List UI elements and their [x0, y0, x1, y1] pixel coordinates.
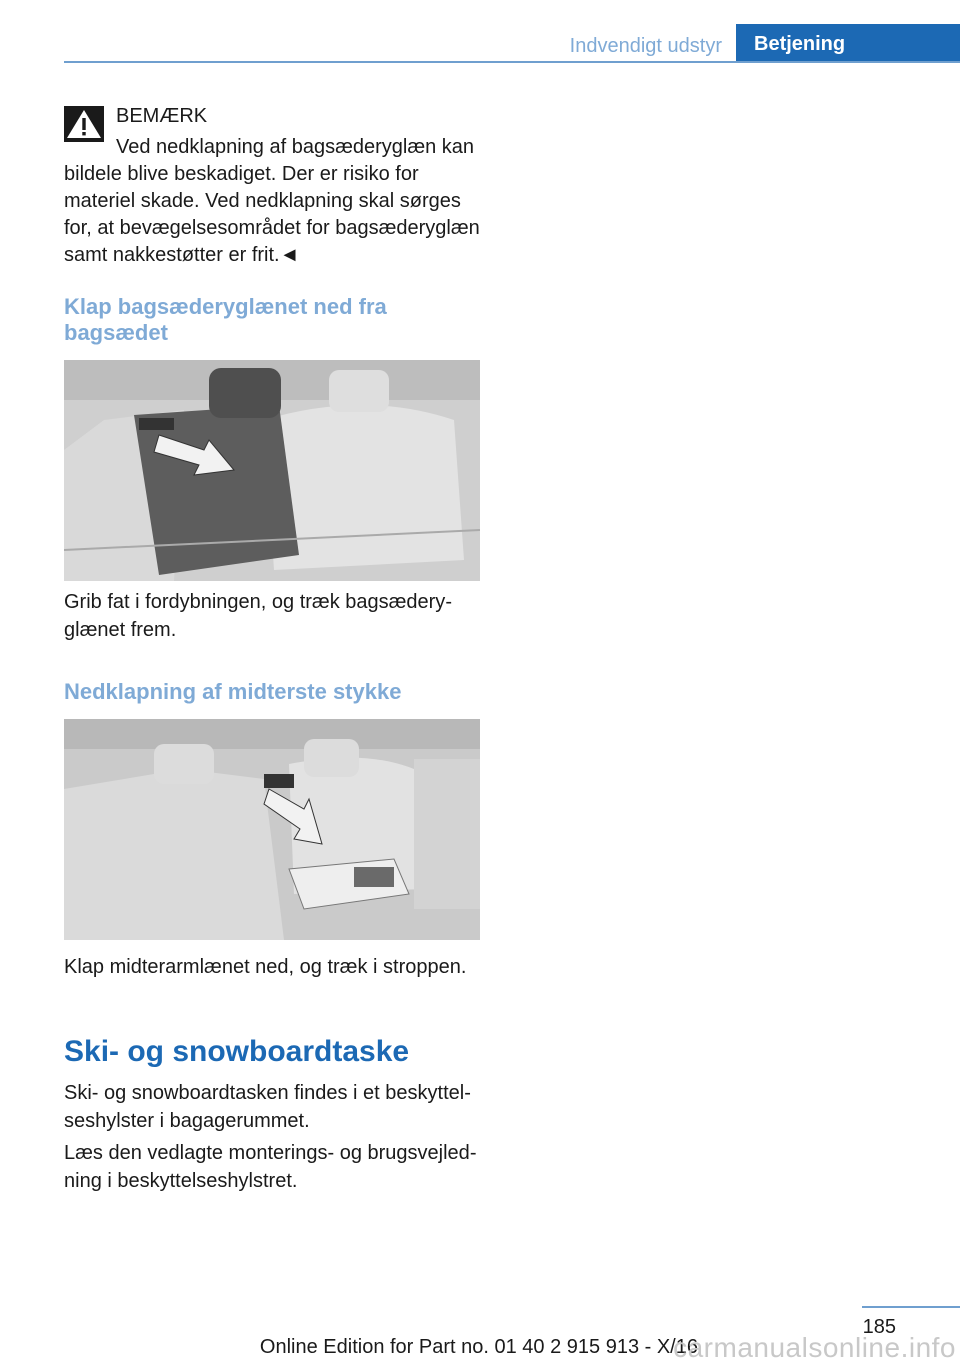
header-tab: Betjening — [736, 24, 960, 63]
figure-center-armrest — [64, 719, 480, 940]
figure-rear-seat-backrest — [64, 360, 480, 581]
warning-text: Ved nedklapning af bagsæderyglæn kan bildele blive beskadiget. Der er risiko for materiel skade. Ved nedklapning skal sørges for, at bevægelsesområdet for bagsæderyglæn samt nakkestøtter er frit.◄ — [64, 136, 480, 266]
warning-triangle-icon — [64, 106, 104, 142]
page-number: 185 — [862, 1316, 896, 1338]
header-section-title: Indvendigt udstyr — [569, 35, 722, 57]
header-divider — [64, 61, 960, 63]
watermark: carmanualsonline.info — [673, 1332, 956, 1362]
page-section-title-ski-bag: Ski- og snowboardtaske — [64, 1035, 410, 1068]
warning-notice — [64, 102, 480, 269]
section-heading-fold-backrest: Klap bagsæderyglænet ned fra bagsædet — [64, 294, 387, 345]
edition-text: Online Edition for Part no. 01 40 2 915 913 - X/16 — [259, 1336, 698, 1358]
footer-divider — [862, 1306, 960, 1308]
caption-center-armrest: Klap midterarmlænet ned, og træk i stroppen. — [64, 956, 467, 978]
paragraph-ski-bag-instructions: Læs den vedlagte monterings- og brugsvejledning i beskyttelseshylstret. — [64, 1142, 477, 1192]
section-heading-center-section: Nedklapning af midterste stykke — [64, 679, 402, 704]
caption-fold-backrest: Grib fat i fordybningen, og træk bagsæderyglænet frem. — [64, 591, 452, 641]
warning-title: BEMÆRK — [116, 105, 208, 127]
paragraph-ski-bag-location: Ski- og snowboardtasken findes i et beskyttelseshylster i bagagerummet. — [64, 1082, 471, 1132]
